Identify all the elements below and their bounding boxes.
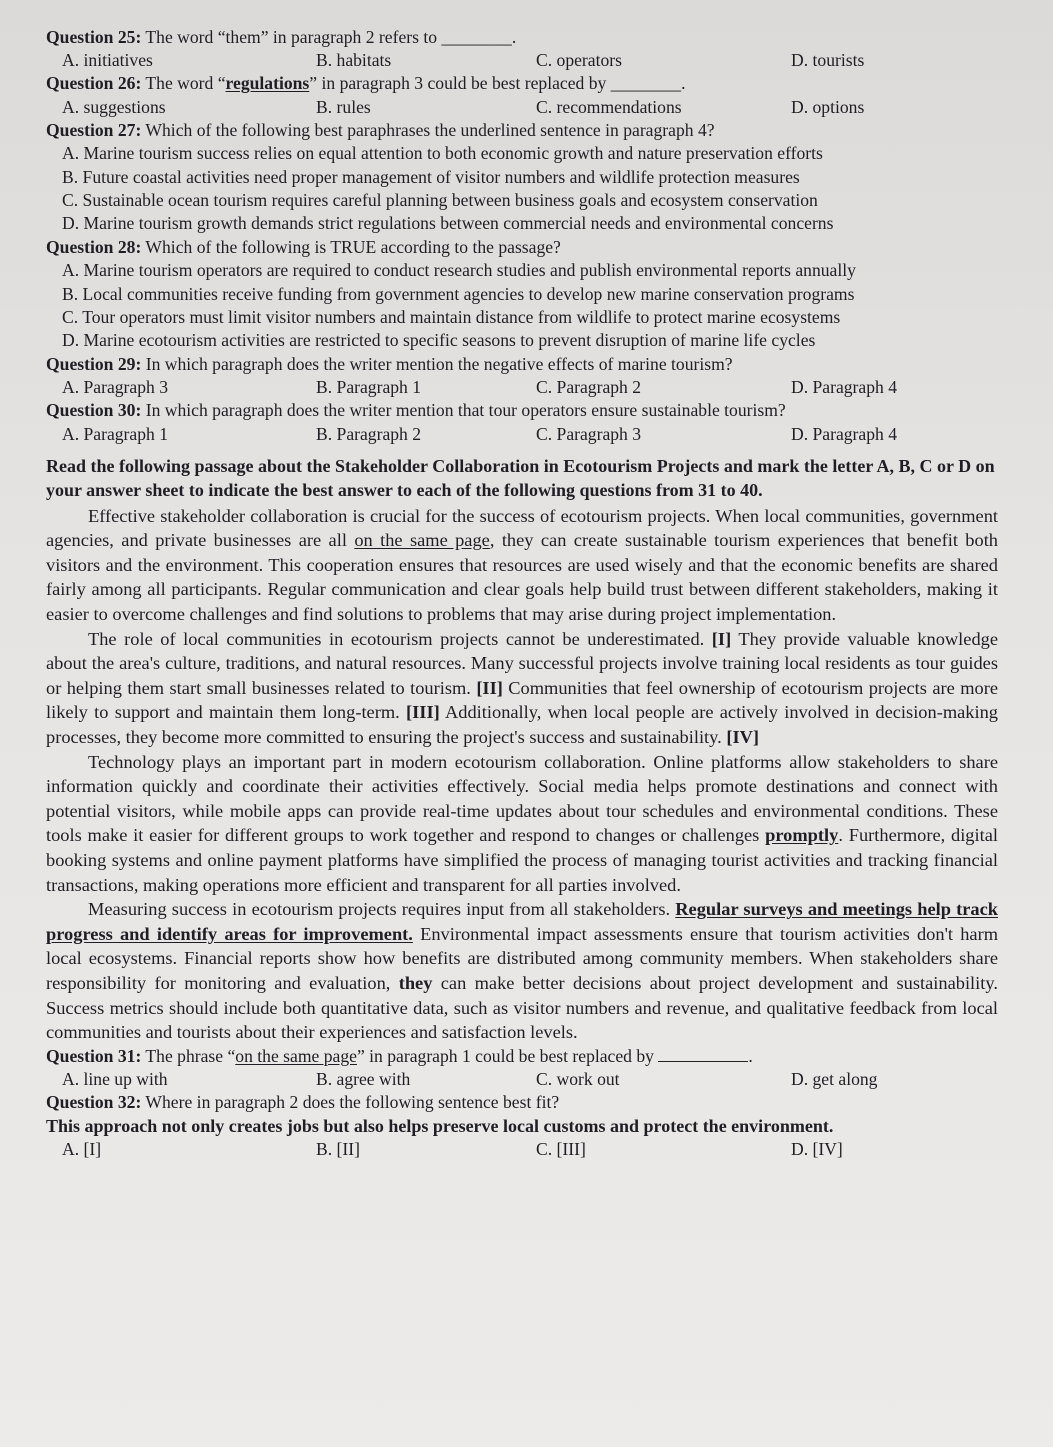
option-c: C. recommendations bbox=[536, 96, 682, 117]
paragraph-text: Measuring success in ecotourism projects requires input from all stakeholders. bbox=[88, 899, 676, 920]
question-stem: Which of the following is TRUE according to the passage? bbox=[145, 236, 561, 257]
paragraph-text: The role of local communities in ecotourism projects cannot be underestimated. bbox=[88, 628, 712, 649]
option-a: A. suggestions bbox=[62, 96, 166, 117]
paragraph-text: Environmental impact assessments ensure that tourism activities don't harm local ecosystems. Financial reports show how benefits are distributed among community members. When stakeholders share responsibility for monitoring and evaluation, bbox=[46, 923, 998, 993]
options-31 bbox=[46, 1068, 998, 1091]
option-b: B. Local communities receive funding from government agencies to develop new marine conservation programs bbox=[62, 283, 855, 304]
question-stem: The word “ bbox=[145, 73, 226, 94]
question-stem: Where in paragraph 2 does the following sentence best fit? bbox=[145, 1092, 560, 1113]
question-label: Question 27: bbox=[46, 119, 142, 140]
option-b: B. habitats bbox=[316, 50, 392, 71]
options-26 bbox=[46, 96, 998, 119]
question-stem: The word “them” in paragraph 2 refers to ________. bbox=[145, 27, 517, 47]
paragraph-text: Additionally, when local people are actively involved in decision-making processes, they become more committed to ensuring the project's success and sustainability. bbox=[46, 702, 998, 748]
passage-paragraph-3 bbox=[46, 750, 998, 898]
option-a: A. [I] bbox=[62, 1138, 102, 1159]
insert-marker-2: [II] bbox=[476, 677, 503, 698]
options-32 bbox=[46, 1138, 998, 1161]
options-25 bbox=[46, 49, 998, 72]
paragraph-text: , they can create sustainable tourism experiences that benefit both visitors and the environment. This cooperation ensures that resources are used wisely and that the economic benefits are shared fairly among all participants. Regular communication and clear goals help build trust between different stakeholders, making it easier to overcome challenges and find solutions to problems that may arise during project implementation. bbox=[46, 530, 999, 625]
option-c: C. [III] bbox=[536, 1138, 586, 1159]
insert-marker-4: [IV] bbox=[726, 727, 760, 748]
question-stem-end: ” in paragraph 1 could be best replaced by bbox=[356, 1045, 654, 1066]
bold-word: they bbox=[398, 972, 433, 993]
question-label: Question 29: bbox=[46, 353, 142, 374]
option-b: B. agree with bbox=[316, 1069, 411, 1090]
paragraph-text: Communities that feel ownership of ecotourism projects are more likely to support and maintain them long-term. bbox=[46, 677, 998, 723]
option-b: B. Paragraph 1 bbox=[316, 377, 422, 398]
question-stem: In which paragraph does the writer mention the negative effects of marine tourism? bbox=[145, 353, 733, 374]
options-29 bbox=[46, 376, 998, 399]
option-d: D. Marine ecotourism activities are restricted to specific seasons to prevent disruption of marine life cycles bbox=[62, 330, 816, 351]
option-d: D. Marine tourism growth demands strict regulations between commercial needs and environmental concerns bbox=[62, 213, 834, 234]
question-label: Question 32: bbox=[46, 1092, 142, 1113]
question-27 bbox=[46, 119, 998, 142]
question-label: Question 25: bbox=[46, 27, 142, 47]
option-a: A. Paragraph 3 bbox=[62, 377, 169, 398]
exam-document bbox=[46, 26, 998, 1161]
underlined-sentence: Regular surveys and meetings help track progress and identify areas for improvement. bbox=[46, 899, 998, 944]
option-b: B. [II] bbox=[316, 1138, 360, 1159]
option-c: C. Paragraph 3 bbox=[536, 423, 642, 444]
option-b: B. rules bbox=[316, 96, 371, 117]
question-label: Question 28: bbox=[46, 236, 142, 257]
options-30 bbox=[46, 423, 998, 446]
option-d: D. get along bbox=[791, 1069, 878, 1090]
option-c: C. work out bbox=[536, 1069, 620, 1090]
option-a: A. initiatives bbox=[62, 50, 153, 71]
option-a: A. line up with bbox=[62, 1069, 168, 1090]
question-label: Question 26: bbox=[46, 73, 142, 94]
question-26 bbox=[46, 72, 998, 95]
underlined-phrase: on the same page bbox=[235, 1045, 357, 1066]
question-stem: The phrase “ bbox=[145, 1045, 236, 1066]
option-c: C. Sustainable ocean tourism requires careful planning between business goals and ecosystem conservation bbox=[62, 190, 818, 211]
question-stem-end: ” in paragraph 3 could be best replaced by ________. bbox=[309, 73, 686, 94]
question-25 bbox=[46, 26, 998, 49]
question-32 bbox=[46, 1091, 998, 1114]
underlined-word: regulations bbox=[225, 73, 310, 94]
section-instructions: Read the following passage about the Stakeholder Collaboration in Ecotourism Projects and mark the letter A, B, C or D on your answer sheet to indicate the best answer to each of the following questions from 31 to 40. bbox=[46, 455, 995, 500]
option-a: A. Marine tourism operators are required to conduct research studies and publish environmental reports annually bbox=[62, 260, 856, 281]
question-stem-period: . bbox=[748, 1045, 753, 1066]
paragraph-text: Effective stakeholder collaboration is crucial for the success of ecotourism projects. When local communities, government agencies, and private businesses are all bbox=[46, 505, 998, 551]
insert-marker-1: [I] bbox=[711, 628, 732, 649]
question-stem: Which of the following best paraphrases the underlined sentence in paragraph 4? bbox=[145, 119, 715, 140]
question-30 bbox=[46, 399, 998, 422]
option-d: D. Paragraph 4 bbox=[791, 423, 898, 444]
option-d: D. options bbox=[791, 96, 865, 117]
paragraph-text: Technology plays an important part in modern ecotourism collaboration. Online platforms allow stakeholders to share information quickly and coordinate their activities effectively. Social media helps promote destinations and connect with potential visitors, while mobile apps can provide real-time updates about tour schedules and environmental conditions. These tools make it easier for different groups to work together and respond to changes or challenges bbox=[46, 751, 998, 846]
option-c: C. operators bbox=[536, 50, 622, 71]
option-c: C. Paragraph 2 bbox=[536, 377, 642, 398]
insert-sentence: This approach not only creates jobs but also helps preserve local customs and protect the environment. bbox=[46, 1115, 834, 1136]
paragraph-text: They provide valuable knowledge about the area's culture, traditions, and natural resources. Many successful projects involve training local residents as tour guides or helping them start small businesses related to tourism. bbox=[46, 628, 998, 698]
question-label: Question 31: bbox=[46, 1045, 142, 1066]
option-a: A. Paragraph 1 bbox=[62, 423, 169, 444]
question-31 bbox=[46, 1045, 998, 1068]
option-d: D. [IV] bbox=[791, 1138, 843, 1159]
question-28 bbox=[46, 236, 998, 259]
paragraph-text: . Furthermore, digital booking systems and online payment platforms have simplified the process of managing tourist activities and tracking financial transactions, making operations more efficient and transparent for all parties involved. bbox=[46, 825, 998, 895]
paragraph-text: can make better decisions about project development and sustainability. Success metrics should include both quantitative data, such as visitor numbers and revenue, and qualitative feedback from local communities and tourists about their experiences and satisfaction levels. bbox=[46, 972, 998, 1043]
underlined-phrase: on the same page bbox=[354, 530, 490, 551]
passage-paragraph-2 bbox=[46, 627, 998, 750]
option-b: B. Paragraph 2 bbox=[316, 423, 422, 444]
passage-paragraph-4 bbox=[46, 897, 998, 1045]
option-b: B. Future coastal activities need proper management of visitor numbers and wildlife protection measures bbox=[62, 166, 800, 187]
answer-blank bbox=[658, 1060, 748, 1062]
option-d: D. Paragraph 4 bbox=[791, 377, 898, 398]
question-stem: In which paragraph does the writer mention that tour operators ensure sustainable tourism? bbox=[145, 400, 786, 421]
passage-paragraph-1 bbox=[46, 504, 998, 627]
question-29 bbox=[46, 353, 998, 376]
underlined-word: promptly bbox=[765, 825, 839, 846]
option-c: C. Tour operators must limit visitor numbers and maintain distance from wildlife to protect marine ecosystems bbox=[62, 307, 841, 328]
option-a: A. Marine tourism success relies on equal attention to both economic growth and nature preservation efforts bbox=[62, 143, 823, 164]
option-d: D. tourists bbox=[791, 50, 865, 71]
question-label: Question 30: bbox=[46, 400, 142, 421]
insert-marker-3: [III] bbox=[406, 702, 440, 723]
